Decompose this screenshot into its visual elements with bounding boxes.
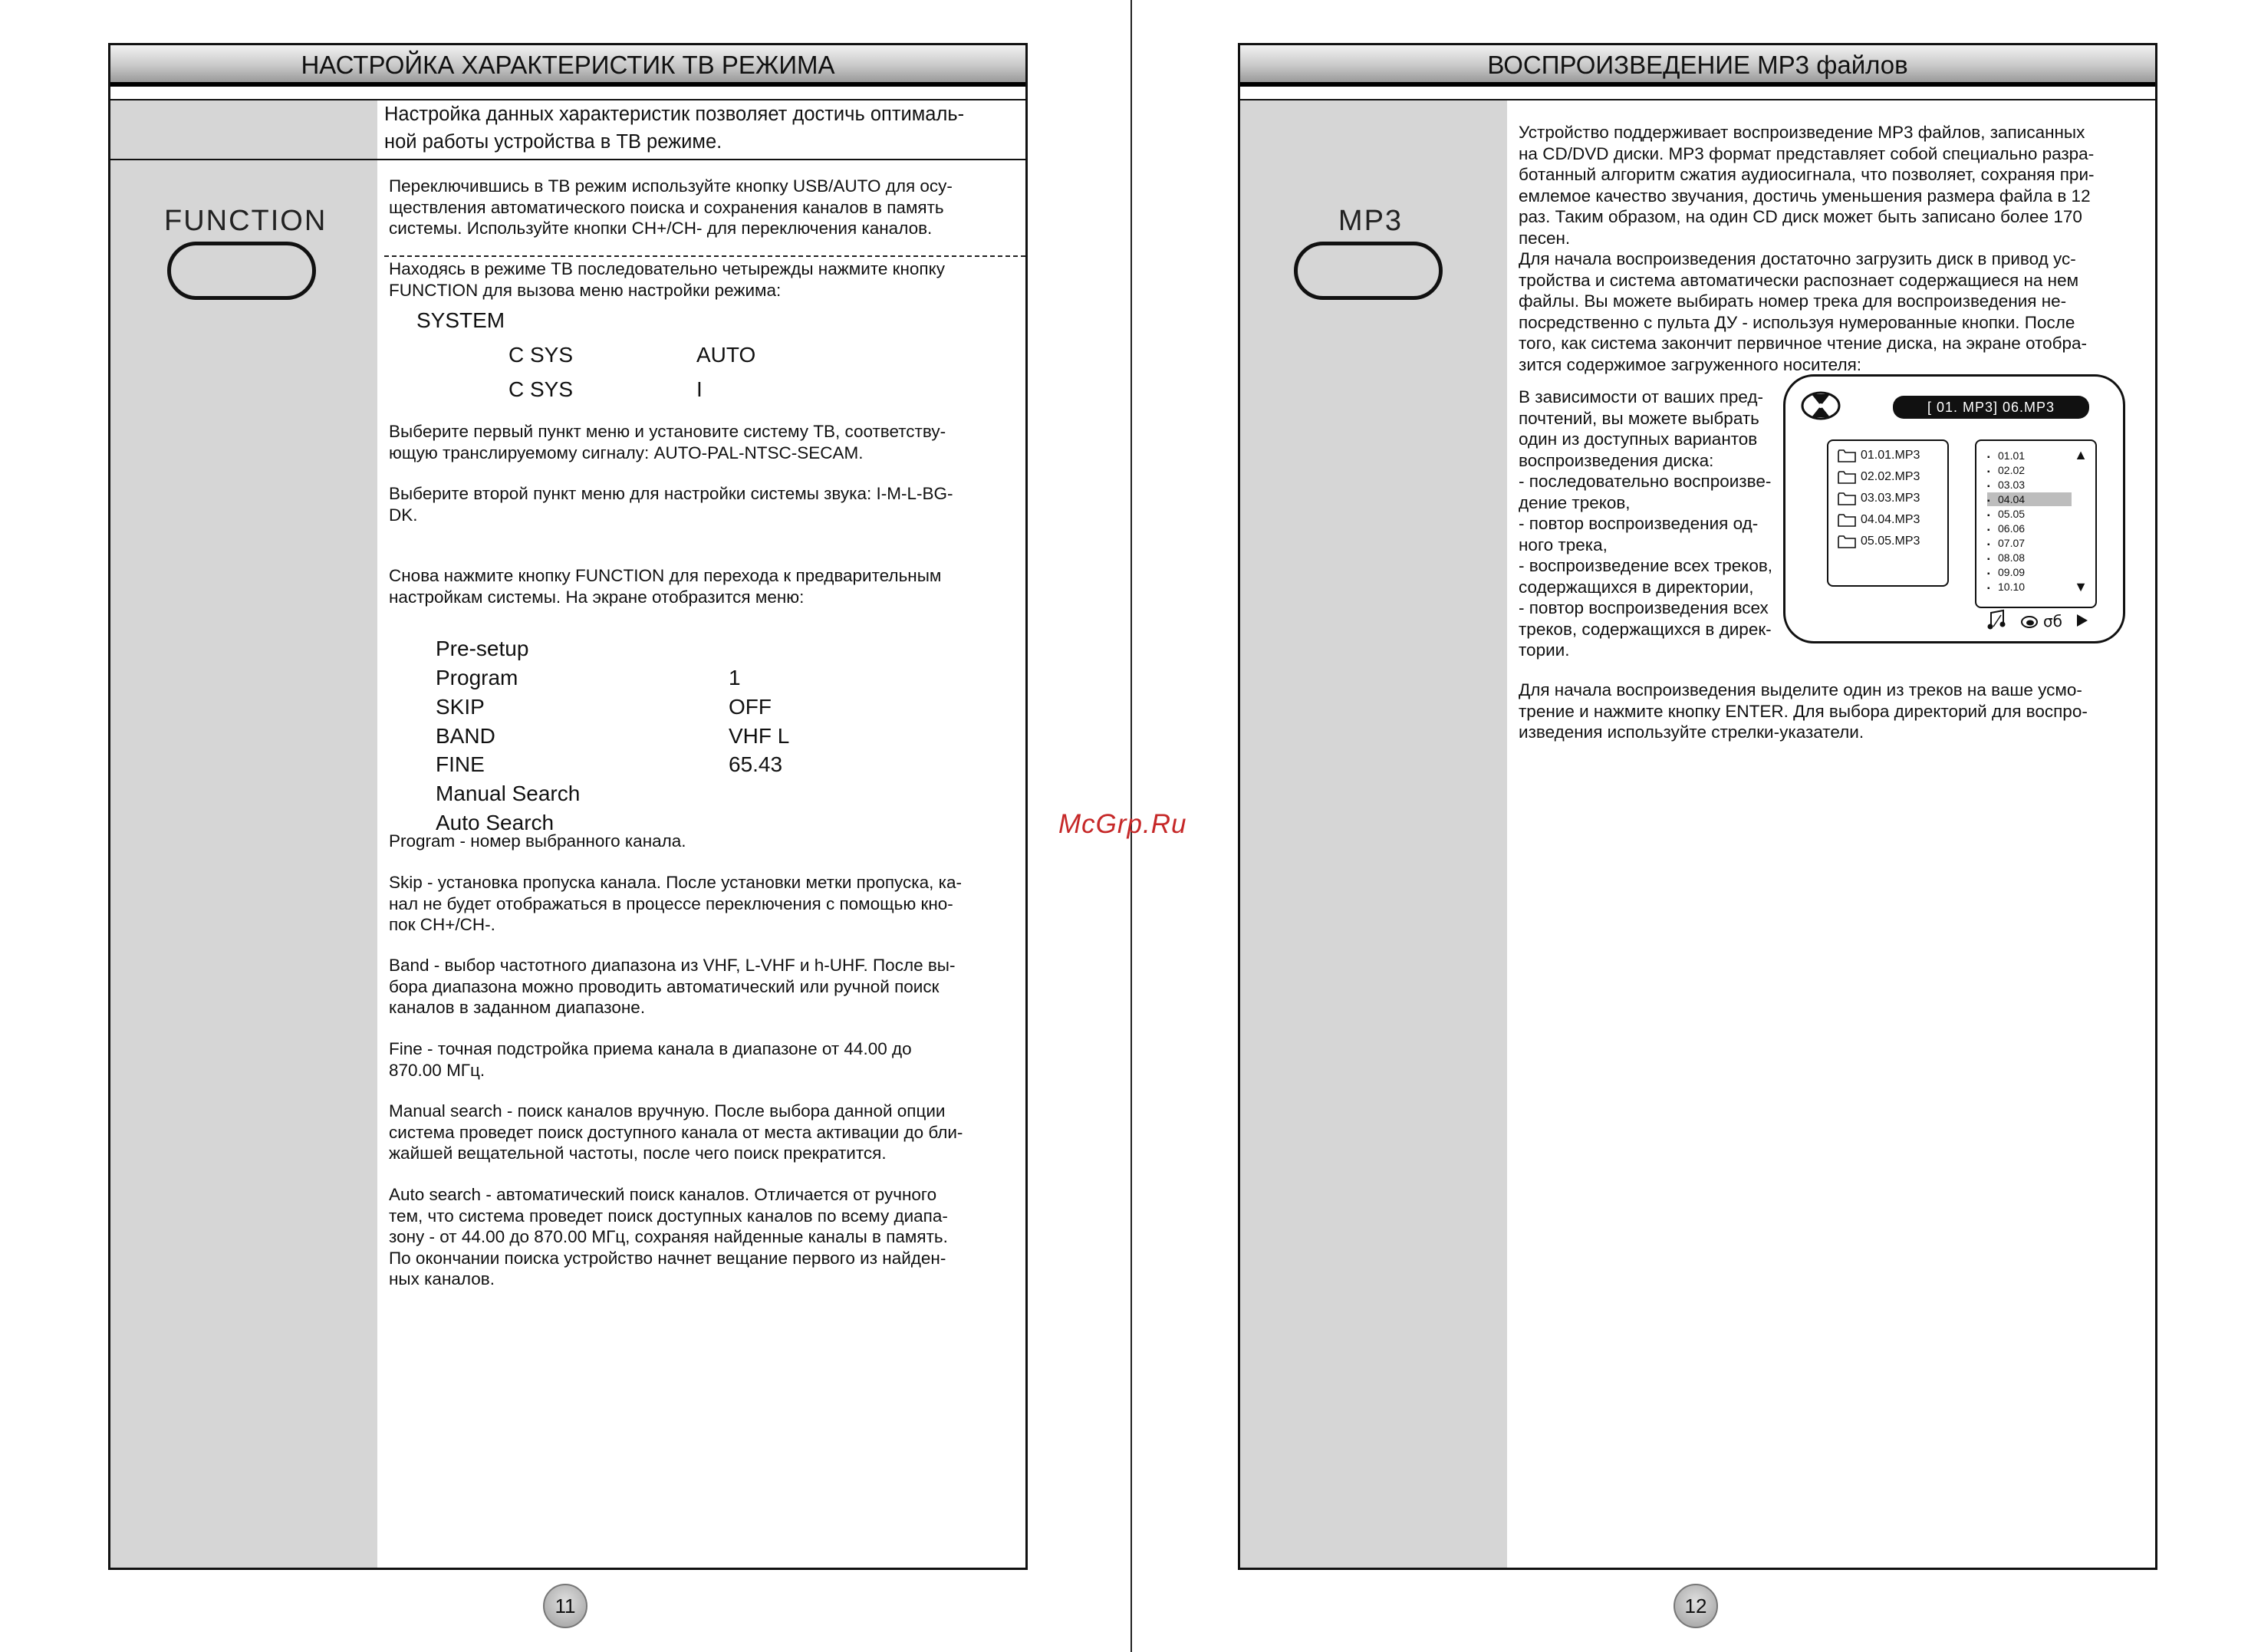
track-icon: ▪: [1987, 584, 1990, 593]
svg-text:σб: σб: [2043, 612, 2063, 630]
track-item[interactable]: ▪ 06.06: [1987, 522, 2072, 535]
presetup-row-value: OFF: [729, 695, 772, 719]
right-gray-column: [1240, 99, 1507, 1568]
intro-bottom-rule: [110, 159, 1025, 160]
presetup-row-label: BAND: [436, 724, 495, 748]
left-page-title: НАСТРОЙКА ХАРАКТЕРИСТИК ТВ РЕЖИМА: [110, 45, 1025, 87]
desc-skip: Skip - установка пропуска канала. После установки метки пропуска, ка- нал не будет отображаться в процессе переключения с помощью кно- пок CH+/CH-.: [389, 873, 962, 934]
track-icon: ▪: [1987, 526, 1990, 535]
system-menu-title: SYSTEM: [416, 308, 505, 332]
mp3-key-label: MP3: [1338, 205, 1404, 237]
folder-icon: [1838, 535, 1856, 548]
dashed-separator: [384, 255, 1025, 257]
right-page-title: ВОСПРОИЗВЕДЕНИЕ МР3 файлов: [1240, 45, 2155, 87]
intro-text: Настройка данных характеристик позволяет достичь оптималь- ной работы устройства в ТВ режиме.: [384, 104, 965, 153]
folder-list: [1827, 439, 1949, 587]
track-item[interactable]: ▪ 09.09: [1987, 565, 2072, 579]
system-menu-row-label: C SYS: [508, 377, 574, 401]
folder-item[interactable]: 01.01.MP3: [1838, 449, 1920, 462]
disc-icon: [1801, 390, 1841, 421]
now-playing-bar: [ 01. MP3] 06.MP3: [1893, 396, 2089, 419]
track-item[interactable]: ▪ 03.03: [1987, 478, 2072, 492]
desc-fine: Fine - точная подстройка приема канала в диапазоне от 44.00 до 870.00 МГц.: [389, 1039, 912, 1080]
page-number-left: 11: [543, 1584, 587, 1628]
left-para-1: Переключившись в ТВ режим используйте кнопку USB/AUTO для осу- ществления автоматического поиска и сохранения каналов в память системы. Используйте кнопки CH+/CH- для переключения каналов.: [389, 176, 953, 238]
track-icon: ▪: [1987, 570, 1990, 578]
track-icon: ▪: [1987, 497, 1990, 505]
scroll-down-arrow[interactable]: ▼: [2074, 579, 2088, 594]
desc-program: Program - номер выбранного канала.: [389, 831, 686, 851]
folder-item[interactable]: 04.04.MP3: [1838, 513, 1920, 527]
track-item[interactable]: ▪ 01.01: [1987, 449, 2072, 462]
folder-icon: [1838, 492, 1856, 505]
track-icon: ▪: [1987, 468, 1990, 476]
presetup-row-value: 65.43: [729, 752, 783, 776]
folder-icon: [1838, 513, 1856, 527]
folder-icon: [1838, 470, 1856, 484]
shuffle-icon[interactable]: [2043, 612, 2062, 630]
mp3-screen-illustration: [1783, 374, 2125, 643]
track-item[interactable]: ▪ 10.10: [1987, 580, 2072, 594]
track-icon: ▪: [1987, 453, 1990, 462]
left-para-5: Снова нажмите кнопку FUNCTION для перехода к предварительным настройкам системы. На экране отобразится меню:: [389, 566, 942, 607]
track-icon: ▪: [1987, 512, 1990, 520]
folder-item[interactable]: 05.05.MP3: [1838, 535, 1920, 548]
track-list: [1975, 439, 2097, 608]
left-page: [108, 43, 1028, 1570]
track-icon: ▪: [1987, 555, 1990, 564]
desc-manual-search: Manual search - поиск каналов вручную. После выбора данной опции система проведет поиск доступного канала от места активации до бли- жайшей вещательной частоты, после чего поиск прекратится.: [389, 1101, 963, 1163]
presetup-menu-title: Pre-setup: [436, 637, 529, 660]
desc-auto-search: Auto search - автоматический поиск каналов. Отличается от ручного тем, что система проведет поиск доступных каналов по всему диапа- зону - от 44.00 до 870.00 МГц, сохраняя найденные каналы в память. По окончании поиска устройство начнет вещание первого из найден- ных каналов.: [389, 1185, 948, 1288]
presetup-row-label: FINE: [436, 752, 485, 776]
right-para-1: Устройство поддерживает воспроизведение МР3 файлов, записанных на CD/DVD диски. МР3 формат представляет собой специально разра- ботанный алгоритм сжатия аудиосигнала, что позволяет, сохраняя при- емлемое качество звучания, достичь уменьшения размера файла в 12 раз. Таким образом, на один CD диск может быть записано более 170 песен. Для начала воспроизведения достаточно загрузить диск в привод ус- тройства и система автоматически распознает содержащиеся на нем файлы. Вы можете выбирать номер трека для воспроизведения не- посредственно с пульта ДУ - используя нумерованные кнопки. После того, как система закончит первичное чтение диска, на экране отобра- зится содержимое загруженного носителя:: [1519, 123, 2095, 374]
left-para-4: Выберите второй пункт меню для настройки системы звука: I-M-L-BG- DK.: [389, 484, 953, 525]
presetup-row-value: 1: [729, 666, 741, 689]
page-number-right: 12: [1674, 1584, 1718, 1628]
track-item[interactable]: ▪ 05.05: [1987, 507, 2072, 521]
mp3-key-oval: [1294, 242, 1443, 300]
presetup-row-label: Program: [436, 666, 518, 689]
track-item-selected[interactable]: ▪ 04.04: [1987, 492, 2072, 506]
desc-band: Band - выбор частотного диапазона из VHF, L-VHF и h-UHF. После вы- бора диапазона можно проводить автоматический или ручной поиск каналов в заданном диапазоне.: [389, 956, 956, 1017]
presetup-row-value: VHF L: [729, 724, 790, 748]
presetup-row-label: SKIP: [436, 695, 485, 719]
track-item[interactable]: ▪ 07.07: [1987, 536, 2072, 550]
repeat-disc-icon[interactable]: [2022, 617, 2037, 627]
system-menu-row-label: C SYS: [508, 343, 574, 367]
left-para-2: Находясь в режиме ТВ последовательно четырежды нажмите кнопку FUNCTION для вызова меню настройки режима:: [389, 259, 945, 300]
watermark: McGrp.Ru: [1058, 809, 1187, 839]
scroll-up-arrow[interactable]: ▲: [2074, 447, 2088, 462]
function-key-label: FUNCTION: [164, 205, 327, 237]
track-icon: ▪: [1987, 482, 1990, 491]
presetup-row-label: Manual Search: [436, 782, 581, 805]
right-page: [1238, 43, 2157, 1570]
folder-icon: [1838, 449, 1856, 462]
right-top-rule: [1240, 99, 2155, 100]
music-note-icon[interactable]: [1988, 610, 2006, 630]
track-item[interactable]: ▪ 08.08: [1987, 551, 2072, 564]
track-icon: ▪: [1987, 541, 1990, 549]
left-para-3: Выберите первый пункт меню и установите систему ТВ, соответству- ющую транслируемому сигналу: AUTO-PAL-NTSC-SECAM.: [389, 422, 946, 462]
folder-item[interactable]: 02.02.MP3: [1838, 470, 1920, 484]
playback-controls: [1986, 608, 2109, 631]
right-para-2: В зависимости от ваших пред- почтений, вы можете выбрать один из доступных вариантов воспроизведения диска: - последовательно воспроизве- дение треков, - повтор воспроизведения од- ного трека, - воспроизведение всех треков, содержащихся в директории, - повтор воспроизведения всех треков, содержащихся в дирек- тории.: [1519, 387, 1773, 660]
right-para-3: Для начала воспроизведения выделите один из треков на ваше усмо- трение и нажмите кнопку ENTER. Для выбора директорий для воспро- изведения используйте стрелки-указатели.: [1519, 680, 2088, 742]
play-icon[interactable]: [2077, 614, 2088, 627]
presetup-row-label: Auto Search: [436, 811, 555, 834]
folder-item[interactable]: 03.03.MP3: [1838, 492, 1920, 505]
left-gray-column: [110, 99, 377, 1568]
system-menu-row-value: AUTO: [696, 343, 756, 367]
track-item[interactable]: ▪ 02.02: [1987, 463, 2072, 477]
system-menu-row-value: I: [696, 377, 703, 401]
function-key-oval: [167, 242, 316, 300]
